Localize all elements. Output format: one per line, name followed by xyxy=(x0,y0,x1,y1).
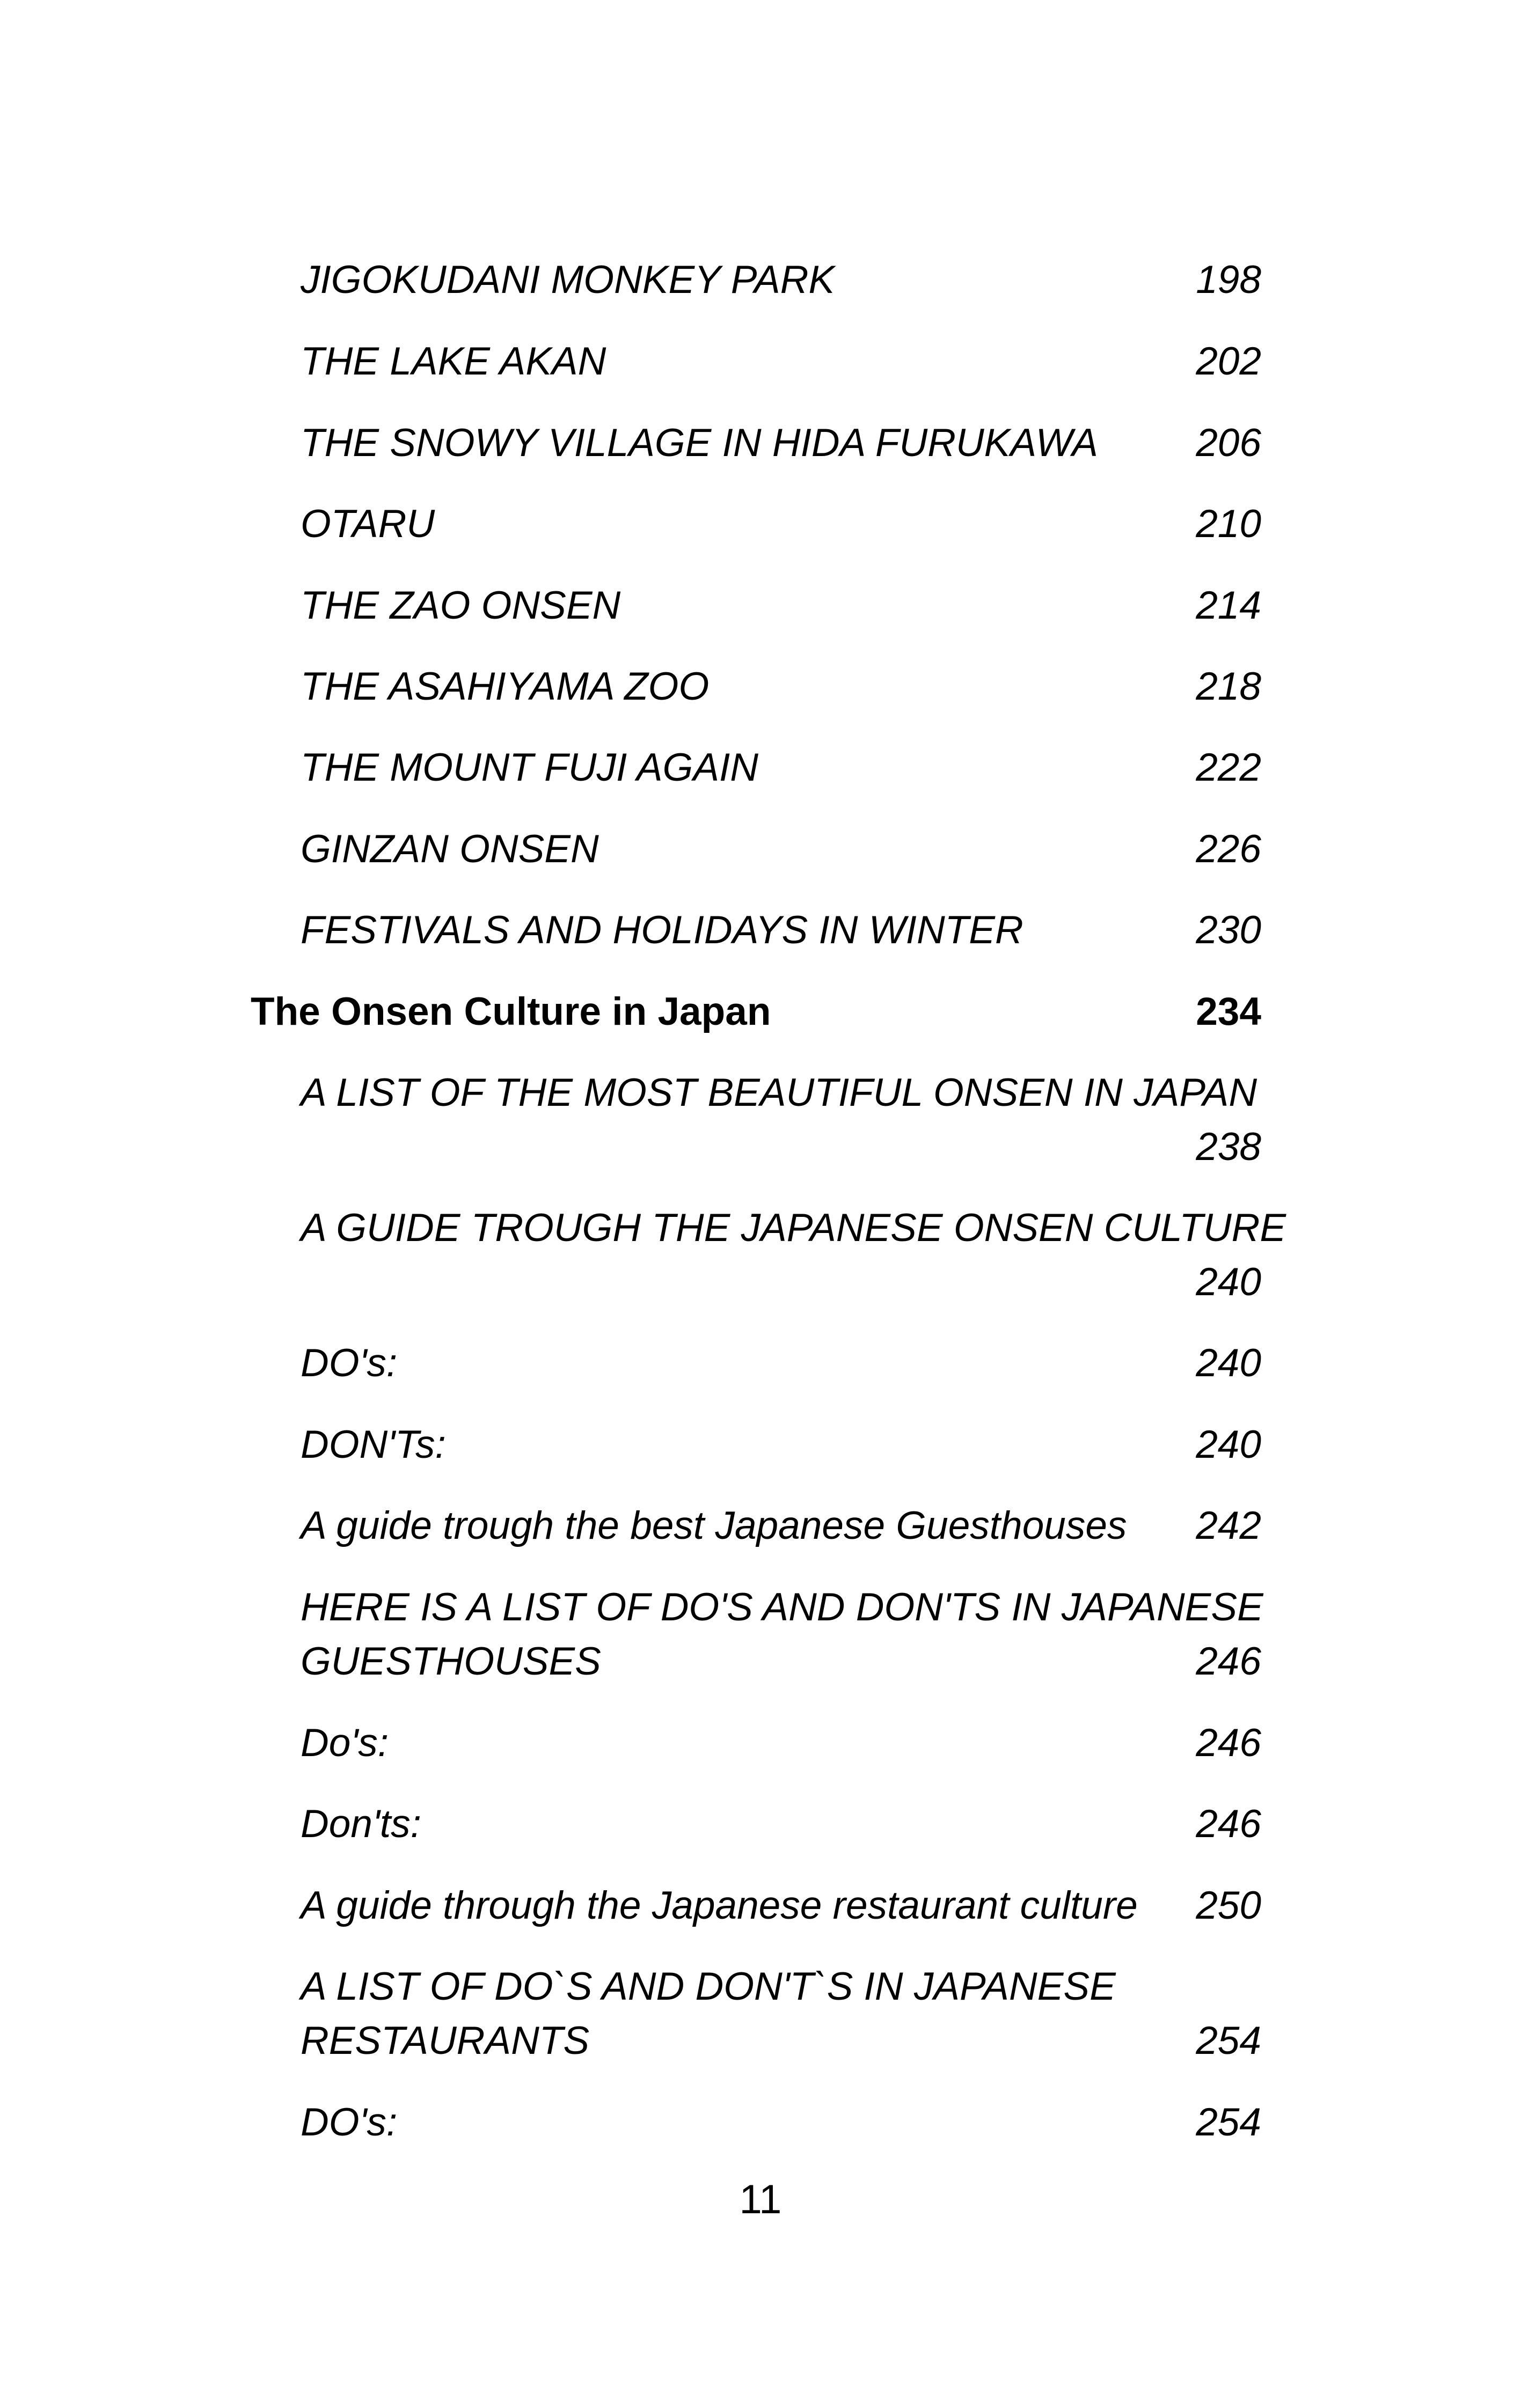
toc-entry-page: 240 xyxy=(1196,1423,1261,1466)
toc-entry-page: 214 xyxy=(1196,584,1261,627)
toc-entry-page: 226 xyxy=(1196,827,1261,871)
toc-entry-page: 246 xyxy=(1196,1802,1261,1846)
toc-entry-page: 238 xyxy=(1196,1125,1261,1169)
toc-entry-title: GINZAN ONSEN xyxy=(301,827,599,871)
toc-entry-title: A guide through the Japanese restaurant culture xyxy=(301,1884,1138,1927)
toc-entry-title: A LIST OF THE MOST BEAUTIFUL ONSEN IN JAPAN xyxy=(301,1071,1257,1114)
toc-entry-title: Do's: xyxy=(301,1721,389,1765)
toc-entry-page: 242 xyxy=(1196,1504,1261,1547)
toc-entry-title: THE ASAHIYAMA ZOO xyxy=(301,665,710,708)
toc-entry-title: DO's: xyxy=(301,2101,398,2144)
toc-entry-page: 254 xyxy=(1196,2101,1261,2144)
toc-entry-title-continued: GUESTHOUSES xyxy=(301,1640,601,1683)
toc-entry-page: 198 xyxy=(1196,258,1261,302)
toc-entry-page: 246 xyxy=(1196,1640,1261,1683)
toc-chapter-page: 234 xyxy=(1196,990,1261,1033)
toc-entry-page: 254 xyxy=(1196,2019,1261,2062)
toc-entry-page: 210 xyxy=(1196,502,1261,546)
toc-entry-title: A LIST OF DO`S AND DON'T`S IN JAPANESE xyxy=(301,1965,1116,2008)
toc-entry-title: THE ZAO ONSEN xyxy=(301,584,621,627)
toc-entry-title: A guide trough the best Japanese Guesthouses xyxy=(301,1504,1127,1547)
toc-entry-title: OTARU xyxy=(301,502,435,546)
toc-entry-page: 240 xyxy=(1196,1341,1261,1385)
toc-entry-title: Don'ts: xyxy=(301,1802,421,1846)
toc-entry-page: 246 xyxy=(1196,1721,1261,1765)
toc-entry-page: 218 xyxy=(1196,665,1261,708)
toc-entry-title: HERE IS A LIST OF DO'S AND DON'TS IN JAPANESE xyxy=(301,1585,1263,1629)
toc-entry-page: 240 xyxy=(1196,1260,1261,1304)
toc-entry-title: DON'Ts: xyxy=(301,1423,446,1466)
toc-entry-title: FESTIVALS AND HOLIDAYS IN WINTER xyxy=(301,908,1023,952)
toc-entry-title: JIGOKUDANI MONKEY PARK xyxy=(301,258,835,302)
toc-entry-page: 230 xyxy=(1196,908,1261,952)
toc-entry-title: THE MOUNT FUJI AGAIN xyxy=(301,746,759,789)
toc-entry-title: THE LAKE AKAN xyxy=(301,340,606,383)
toc-entry-page: 250 xyxy=(1196,1884,1261,1927)
toc-chapter-title: The Onsen Culture in Japan xyxy=(251,990,771,1033)
toc-entry-page: 202 xyxy=(1196,340,1261,383)
toc-entry-title: DO's: xyxy=(301,1341,398,1385)
toc-entry-page: 206 xyxy=(1196,421,1261,465)
toc-entry-title-continued: RESTAURANTS xyxy=(301,2019,590,2062)
toc-entry-title: THE SNOWY VILLAGE IN HIDA FURUKAWA xyxy=(301,421,1098,465)
toc-entry-title: A GUIDE TROUGH THE JAPANESE ONSEN CULTURE xyxy=(301,1206,1286,1250)
toc-entry-page: 222 xyxy=(1196,746,1261,789)
page-number: 11 xyxy=(739,2177,782,2222)
